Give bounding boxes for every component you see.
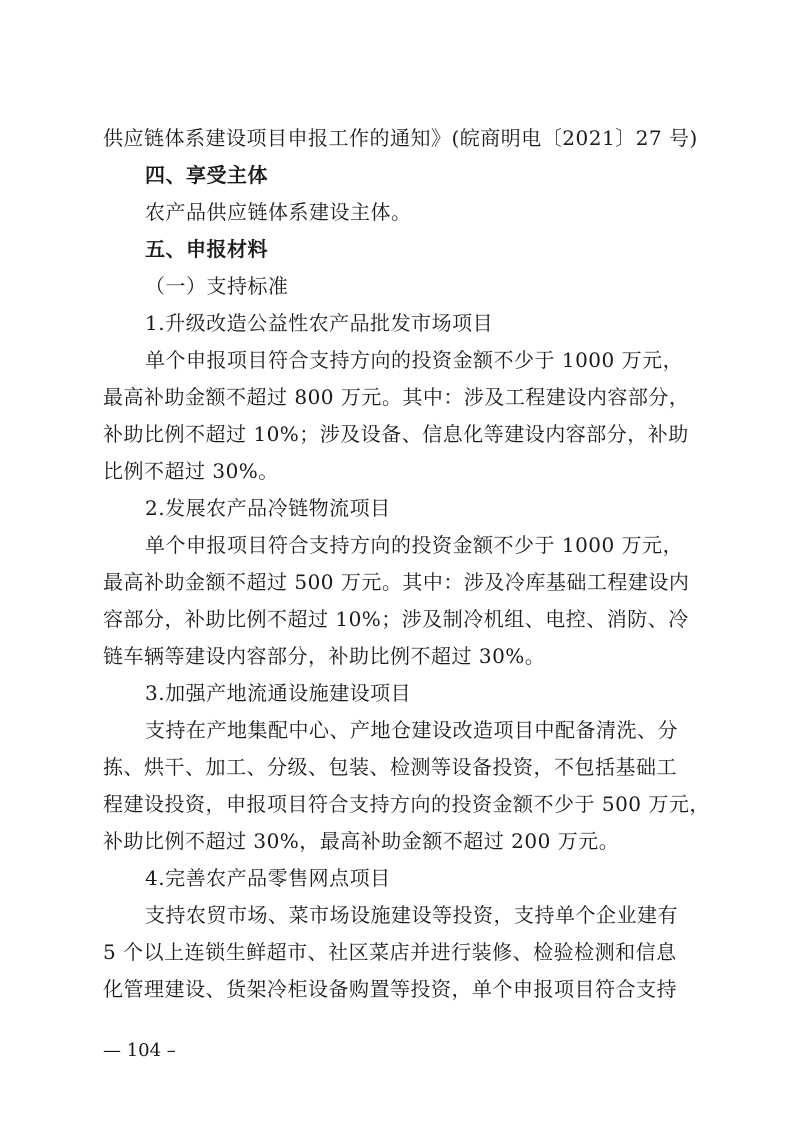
text-line: 补助比例不超过 10%；涉及设备、信息化等建设内容部分，补助 [103,422,689,446]
text-line: 支持在产地集配中心、产地仓建设改造项目中配备清洗、分 [145,718,678,742]
text-line: 农产品供应链体系建设主体。 [145,200,412,224]
text-line: 单个申报项目符合支持方向的投资金额不少于 1000 万元， [145,533,684,557]
text-line: 容部分，补助比例不超过 10%；涉及制冷机组、电控、消防、冷 [103,607,689,631]
text-line: 补助比例不超过 30%，最高补助金额不超过 200 万元。 [103,829,620,853]
item-heading: 1.升级改造公益性农产品批发市场项目 [145,311,494,335]
item-heading: 3.加强产地流通设施建设项目 [145,681,412,705]
document-body [103,120,710,1008]
text-line: 支持农贸市场、菜市场设施建设等投资，支持单个企业建有 [145,903,678,927]
item-heading: 2.发展农产品冷链物流项目 [145,496,391,520]
page-number: — 104 – [103,1040,176,1061]
section-heading: 四、享受主体 [145,163,268,187]
text-line: 单个申报项目符合支持方向的投资金额不少于 1000 万元， [145,348,684,372]
text-line: 链车辆等建设内容部分，补助比例不超过 30%。 [103,644,546,668]
section-heading: 五、申报材料 [145,237,268,261]
text-line: 比例不超过 30%。 [103,459,279,483]
text-line: 化管理建设、货架冷柜设备购置等投资，单个申报项目符合支持 [103,977,677,1001]
text-line: 5 个以上连锁生鲜超市、社区菜店并进行装修、检验检测和信息 [103,940,677,964]
item-heading: 4.完善农产品零售网点项目 [145,866,391,890]
text-line: 最高补助金额不超过 800 万元。其中：涉及工程建设内容部分， [103,385,690,409]
text-line: 拣、烘干、加工、分级、包装、检测等设备投资，不包括基础工 [103,755,677,779]
subsection-heading: （一）支持标准 [145,274,289,298]
text-line: 最高补助金额不超过 500 万元。其中：涉及冷库基础工程建设内 [103,570,690,594]
text-line: 供应链体系建设项目申报工作的通知》(皖商明电〔2021〕27 号) [103,126,698,150]
text-line: 程建设投资，申报项目符合支持方向的投资金额不少于 500 万元， [103,792,710,816]
